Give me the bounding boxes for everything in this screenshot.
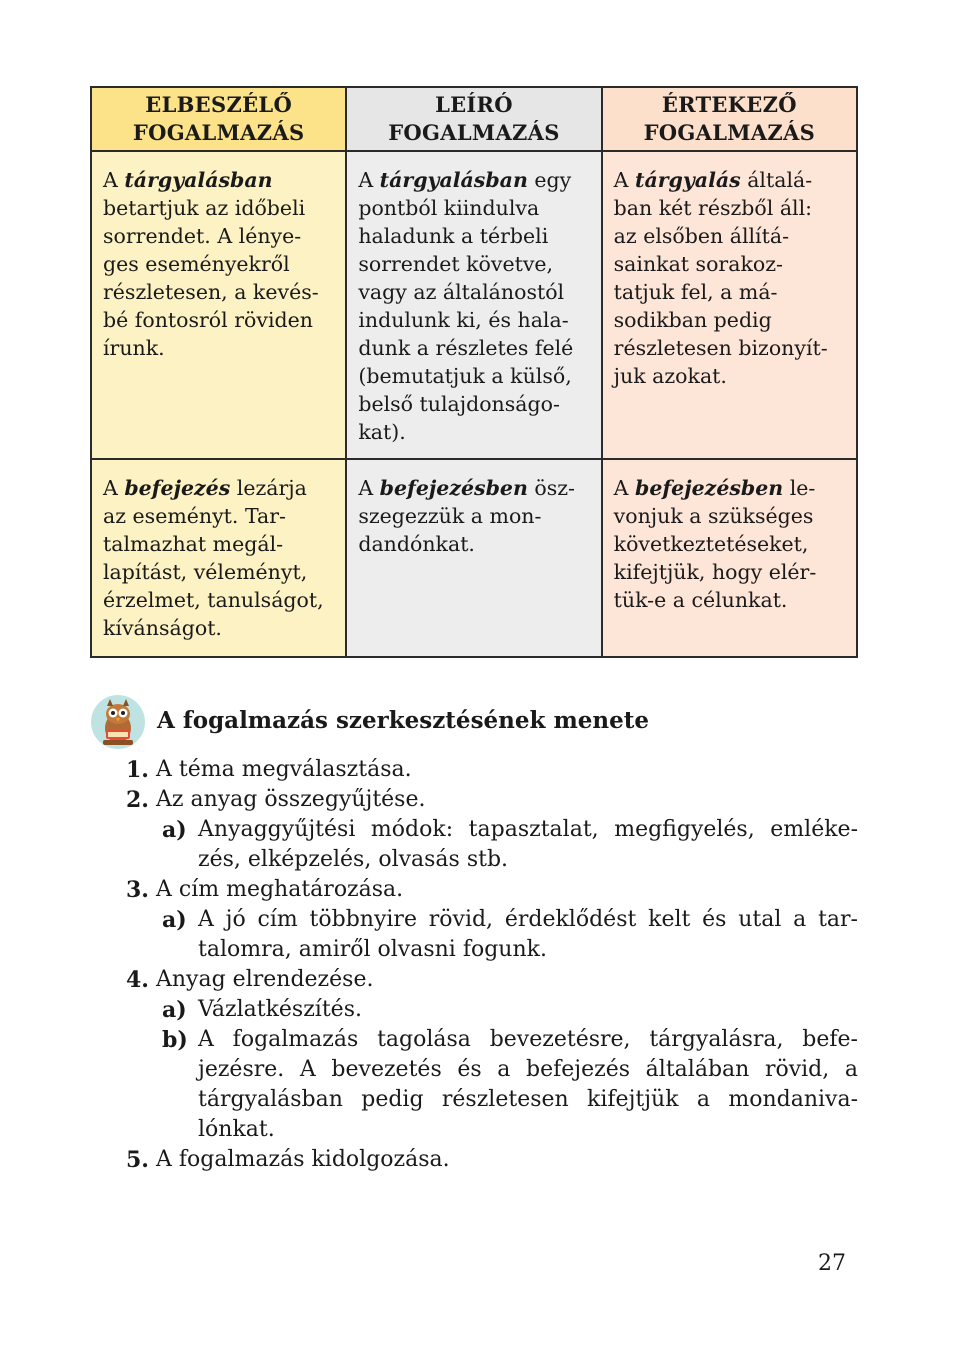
sub-item-line: Anyaggyűjtési módok: tapasztalat, megfigyelés, emléke-: [198, 817, 858, 842]
cell-first-line: [103, 166, 335, 194]
table-row-conclusion: [91, 459, 857, 657]
cell-line: tatjuk fel, a má-: [613, 280, 778, 304]
item-text: A téma megválasztása.: [156, 757, 412, 782]
cell-line: az eseményt. Tar-: [103, 504, 286, 528]
cell-line: írunk.: [103, 336, 165, 360]
cell-line: sainkat sorakoz-: [613, 252, 783, 276]
list-item: [90, 875, 858, 905]
sub-item: [90, 995, 858, 1025]
item-text: A cím meghatározása.: [156, 877, 404, 902]
cell-lead: A: [613, 476, 635, 500]
list-item: [90, 755, 858, 785]
item-number: 5.: [126, 1147, 149, 1173]
cell-line: dunk a részletes felé: [358, 336, 574, 360]
cell-line: belső tulajdonságo-: [358, 392, 560, 416]
cell-line: dandónkat.: [358, 532, 475, 556]
composition-types-table: [90, 86, 858, 658]
header-narrative: ELBESZÉLŐ FOGALMAZÁS: [91, 87, 346, 151]
cell-line: tük-e a célunkat.: [613, 588, 788, 612]
cell-line: (bemutatjuk a külső,: [358, 364, 572, 388]
sub-item-letter: a): [162, 997, 187, 1023]
cell-line: kat).: [358, 420, 406, 444]
cell-lead: A: [103, 168, 125, 192]
cell-after-keyword: ösz-: [527, 476, 575, 500]
item-text: Az anyag összegyűjtése.: [156, 787, 426, 812]
cell-line: indulunk ki, és hala-: [358, 308, 569, 332]
page-number: 27: [818, 1251, 846, 1276]
item-number: 2.: [126, 787, 149, 813]
cell-conclusion-argumentative: [602, 459, 857, 657]
list-item: [90, 965, 858, 995]
sub-item-line: tárgyalásban pedig részletesen kifejtjük a mondaniva-: [198, 1087, 858, 1112]
cell-lead: A: [613, 168, 635, 192]
cell-line: részletesen, a kevés-: [103, 280, 319, 304]
sub-item-letter: b): [162, 1027, 188, 1053]
item-number: 3.: [126, 877, 149, 903]
header-argumentative: ÉRTEKEZŐ FOGALMAZÁS: [602, 87, 857, 151]
cell-keyword: befejezés: [124, 476, 231, 500]
cell-line: lapítást, véleményt,: [103, 560, 308, 584]
cell-after-keyword: általá-: [740, 168, 813, 192]
cell-line: kívánságot.: [103, 616, 222, 640]
cell-line: ges eseményekről: [103, 252, 290, 276]
sub-item-line: A fogalmazás tagolása bevezetésre, tárgyalásra, befe-: [198, 1027, 858, 1052]
cell-body-argumentative: [602, 151, 857, 459]
table-header-row: [91, 87, 857, 151]
section-title: A fogalmazás szerkesztésének menete: [157, 707, 650, 734]
cell-line: juk azokat.: [613, 364, 727, 388]
cell-body-narrative: [91, 151, 346, 459]
cell-line: sorrendet követve,: [358, 252, 554, 276]
cell-line: bé fontosról röviden: [103, 308, 313, 332]
cell-keyword: befejezésben: [379, 476, 528, 500]
cell-line: pontból kiindulva: [358, 196, 540, 220]
cell-line: sorrendet. A lénye-: [103, 224, 302, 248]
item-text: Anyag elrendezése.: [156, 967, 374, 992]
item-number: 1.: [126, 757, 149, 783]
sub-item-letter: a): [162, 817, 187, 843]
cell-keyword: befejezésben: [634, 476, 784, 500]
sub-item: [90, 815, 858, 875]
cell-keyword: tárgyalásban: [379, 168, 528, 192]
cell-line: érzelmet, tanulságot,: [103, 588, 324, 612]
cell-keyword: tárgyalás: [634, 168, 741, 192]
cell-lead: A: [358, 168, 380, 192]
sub-item-line: zés, elképzelés, olvasás stb.: [198, 847, 509, 872]
cell-line: szegezzük a mon-: [358, 504, 542, 528]
cell-first-line: [358, 166, 590, 194]
sub-item-line: A jó cím többnyire rövid, érdeklődést kelt és utal a tar-: [198, 907, 858, 932]
cell-conclusion-descriptive: [346, 459, 601, 657]
cell-line: ban két részből áll:: [613, 196, 813, 220]
sub-item-line: lónkat.: [198, 1117, 275, 1142]
cell-first-line: [103, 474, 335, 502]
list-item: [90, 785, 858, 815]
table-row-body: [91, 151, 857, 459]
cell-keyword: tárgyalásban: [124, 168, 273, 192]
cell-after-keyword: egy: [527, 168, 572, 192]
list-item: [90, 1145, 858, 1175]
cell-line: vonjuk a szükséges: [613, 504, 814, 528]
item-text: A fogalmazás kidolgozása.: [156, 1147, 450, 1172]
steps-list: [90, 755, 858, 1175]
cell-first-line: [358, 474, 590, 502]
owl-reading-icon: [90, 694, 146, 750]
cell-lead: A: [358, 476, 380, 500]
cell-after-keyword: le-: [783, 476, 816, 500]
sub-item: [90, 905, 858, 965]
sub-item-line: Vázlatkészítés.: [198, 997, 362, 1022]
cell-line: vagy az általánostól: [358, 280, 565, 304]
cell-line: haladunk a térbeli: [358, 224, 549, 248]
item-number: 4.: [126, 967, 149, 993]
sub-item: [90, 1025, 858, 1145]
cell-line: részletesen bizonyít-: [613, 336, 828, 360]
cell-line: az elsőben állítá-: [613, 224, 789, 248]
sub-item-line: jezésre. A bevezetés és a befejezés általában rövid, a: [198, 1057, 858, 1082]
cell-body-descriptive: [346, 151, 601, 459]
cell-first-line: [614, 166, 846, 194]
header-descriptive: LEÍRÓ FOGALMAZÁS: [346, 87, 601, 151]
cell-lead: A: [103, 476, 125, 500]
cell-conclusion-narrative: [91, 459, 346, 657]
cell-line: sodikban pedig: [613, 308, 772, 332]
cell-first-line: [614, 474, 846, 502]
cell-line: következtetéseket,: [613, 532, 809, 556]
cell-line: betartjuk az időbeli: [103, 196, 306, 220]
sub-item-line: talomra, amiről olvasni fogunk.: [198, 937, 547, 962]
sub-item-letter: a): [162, 907, 187, 933]
cell-line: kifejtjük, hogy elér-: [613, 560, 817, 584]
cell-line: talmazhat megál-: [103, 532, 284, 556]
cell-after-keyword: lezárja: [230, 476, 307, 500]
